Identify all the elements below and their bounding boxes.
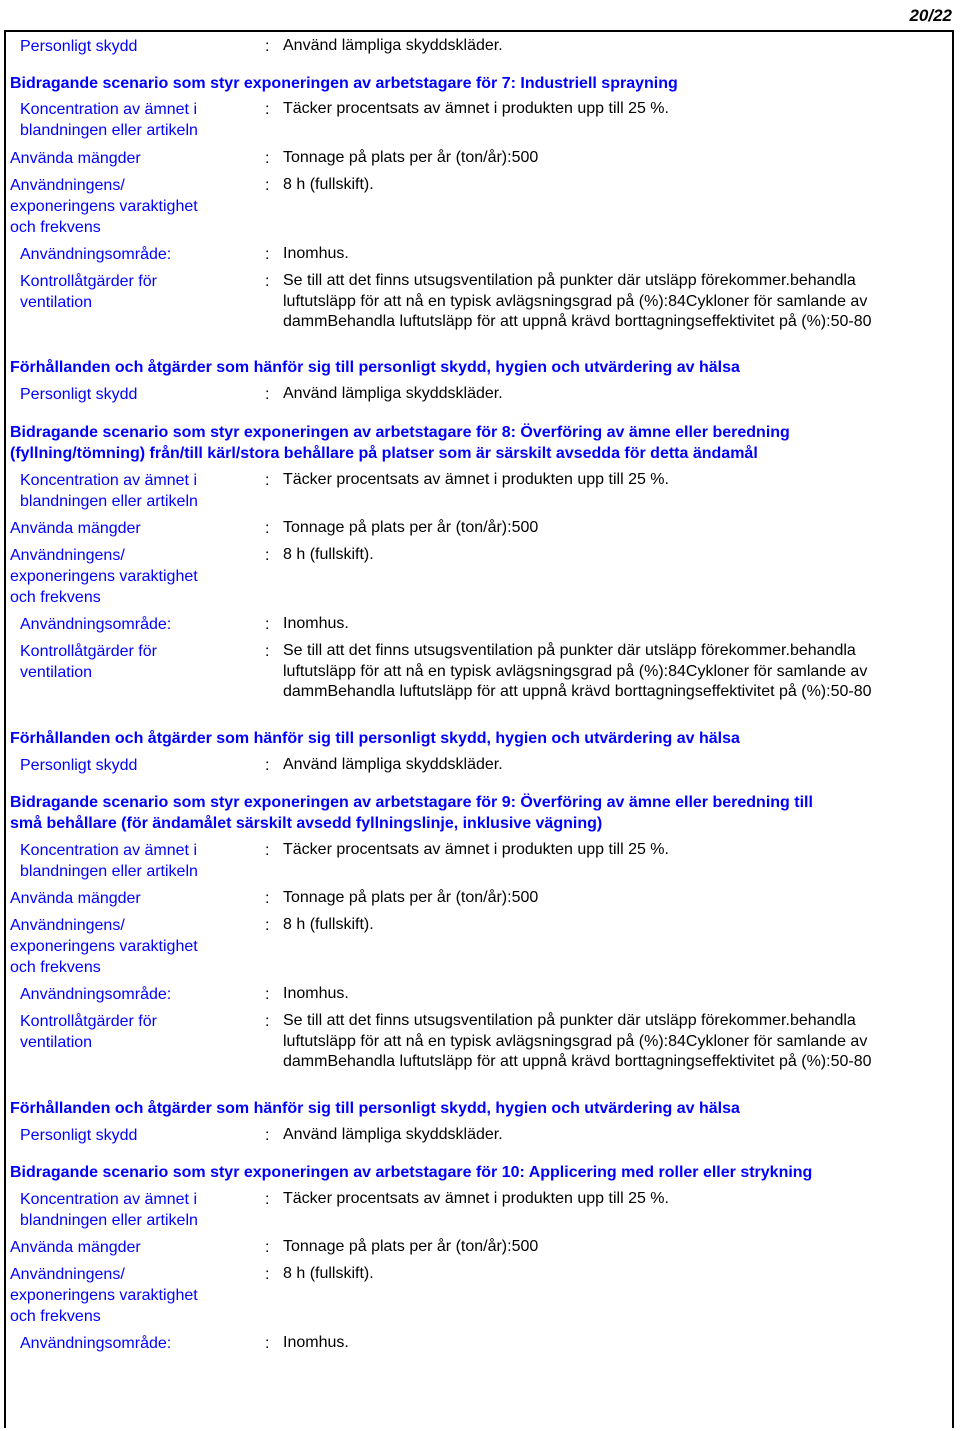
scenario-10-duration-label: exponeringens varaktighet bbox=[10, 1287, 198, 1304]
top-personligt-skydd-label: Personligt skydd bbox=[20, 38, 138, 55]
scenario-9-amounts-colon: : bbox=[265, 890, 270, 907]
scenario-7-amounts-label: Använda mängder bbox=[10, 150, 141, 167]
scenario-8-concentration-value: Täcker procentsats av ämnet i produkten upp till 25 %. bbox=[283, 471, 669, 488]
scenario-9-conditions-heading: Förhållanden och åtgärder som hänför sig till personligt skydd, hygien och utvärdering av hälsa bbox=[10, 1100, 740, 1117]
scenario-7-ventilation-label: Kontrollåtgärder för bbox=[20, 273, 157, 290]
scenario-7-area-label: Användningsområde: bbox=[20, 246, 172, 263]
scenario-10-duration-value: 8 h (fullskift). bbox=[283, 1265, 374, 1282]
scenario-7-conditions-heading: Förhållanden och åtgärder som hänför sig till personligt skydd, hygien och utvärdering av hälsa bbox=[10, 359, 740, 376]
scenario-8-ventilation-label: Kontrollåtgärder för bbox=[20, 643, 157, 660]
scenario-8-title: (fyllning/tömning) från/till kärl/stora behållare på platser som är särskilt avsedda för detta ändamål bbox=[10, 445, 758, 462]
scenario-8-amounts-label: Använda mängder bbox=[10, 520, 141, 537]
scenario-7-duration-colon: : bbox=[265, 177, 270, 194]
scenario-9-ventilation-value: luftutsläpp för att nå en typisk avlägsningsgrad på (%):84Cykloner för samlande av bbox=[283, 1032, 868, 1050]
scenario-8-ventilation-colon: : bbox=[265, 643, 270, 660]
scenario-9-duration-value: 8 h (fullskift). bbox=[283, 916, 374, 933]
scenario-8-amounts-colon: : bbox=[265, 520, 270, 537]
scenario-7-ppe-label: Personligt skydd bbox=[20, 386, 138, 403]
scenario-9-concentration-label: Koncentration av ämnet i bbox=[20, 842, 197, 859]
scenario-8-ppe-value: Använd lämpliga skyddskläder. bbox=[283, 756, 503, 773]
top-personligt-skydd-colon: : bbox=[265, 38, 270, 55]
scenario-7-concentration-colon: : bbox=[265, 101, 270, 118]
scenario-8-concentration-colon: : bbox=[265, 472, 270, 489]
page-number: 20/22 bbox=[909, 6, 952, 25]
scenario-8-ventilation-value: dammBehandla luftutsläpp för att uppnå krävd borttagningseffektivitet på (%):50-80 bbox=[283, 683, 872, 700]
top-personligt-skydd-value: Använd lämpliga skyddskläder. bbox=[283, 37, 503, 54]
scenario-10-area-label: Användningsområde: bbox=[20, 1335, 172, 1352]
scenario-9-ventilation-label: Kontrollåtgärder för bbox=[20, 1013, 157, 1030]
scenario-7-concentration-label: Koncentration av ämnet i bbox=[20, 101, 197, 118]
scenario-8-duration-label: Användningens/ bbox=[10, 547, 125, 564]
scenario-8-ppe-label: Personligt skydd bbox=[20, 757, 138, 774]
scenario-9-duration-label: exponeringens varaktighet bbox=[10, 938, 198, 955]
scenario-10-concentration-label: blandningen eller artikeln bbox=[20, 1212, 198, 1229]
scenario-9-ppe-colon: : bbox=[265, 1127, 270, 1144]
scenario-9-area-colon: : bbox=[265, 986, 270, 1003]
scenario-9-duration-label: Användningens/ bbox=[10, 917, 125, 934]
scenario-9-title: små behållare (för ändamålet särskilt avsedd fyllningslinje, inklusive vägning) bbox=[10, 815, 603, 832]
scenario-8-ppe-colon: : bbox=[265, 757, 270, 774]
scenario-7-ventilation-value: dammBehandla luftutsläpp för att uppnå krävd borttagningseffektivitet på (%):50-80 bbox=[283, 313, 872, 330]
scenario-7-area-value: Inomhus. bbox=[283, 245, 349, 262]
scenario-9-title: Bidragande scenario som styr exponeringen av arbetstagare för 9: Överföring av ämne eller beredning till bbox=[10, 794, 813, 811]
scenario-9-ppe-value: Använd lämpliga skyddskläder. bbox=[283, 1126, 503, 1143]
scenario-7-duration-value: 8 h (fullskift). bbox=[283, 176, 374, 193]
scenario-9-area-label: Användningsområde: bbox=[20, 986, 172, 1003]
scenario-10-concentration-label: Koncentration av ämnet i bbox=[20, 1191, 197, 1208]
scenario-10-concentration-value: Täcker procentsats av ämnet i produkten upp till 25 %. bbox=[283, 1190, 669, 1207]
scenario-7-ppe-value: Använd lämpliga skyddskläder. bbox=[283, 385, 503, 402]
scenario-7-duration-label: och frekvens bbox=[10, 219, 101, 236]
scenario-10-amounts-colon: : bbox=[265, 1239, 270, 1256]
scenario-9-concentration-colon: : bbox=[265, 842, 270, 859]
scenario-8-duration-label: och frekvens bbox=[10, 589, 101, 606]
scenario-7-title: Bidragande scenario som styr exponeringen av arbetstagare för 7: Industriell sprayning bbox=[10, 75, 678, 92]
scenario-10-area-value: Inomhus. bbox=[283, 1334, 349, 1351]
scenario-8-duration-colon: : bbox=[265, 547, 270, 564]
scenario-9-concentration-label: blandningen eller artikeln bbox=[20, 863, 198, 880]
scenario-7-duration-label: Användningens/ bbox=[10, 177, 125, 194]
scenario-7-concentration-label: blandningen eller artikeln bbox=[20, 122, 198, 139]
scenario-9-ventilation-label: ventilation bbox=[20, 1034, 93, 1051]
scenario-9-ventilation-value: dammBehandla luftutsläpp för att uppnå krävd borttagningseffektivitet på (%):50-80 bbox=[283, 1053, 872, 1070]
scenario-8-duration-value: 8 h (fullskift). bbox=[283, 546, 374, 563]
scenario-10-amounts-value: Tonnage på plats per år (ton/år):500 bbox=[283, 1238, 539, 1255]
scenario-9-duration-colon: : bbox=[265, 917, 270, 934]
scenario-8-area-colon: : bbox=[265, 616, 270, 633]
scenario-9-amounts-label: Använda mängder bbox=[10, 890, 141, 907]
scenario-8-concentration-label: Koncentration av ämnet i bbox=[20, 472, 197, 489]
scenario-10-duration-label: och frekvens bbox=[10, 1308, 101, 1325]
scenario-7-ventilation-value: luftutsläpp för att nå en typisk avlägsningsgrad på (%):84Cykloner för samlande av bbox=[283, 292, 868, 310]
scenario-8-ventilation-label: ventilation bbox=[20, 664, 93, 681]
scenario-9-duration-label: och frekvens bbox=[10, 959, 101, 976]
scenario-7-ventilation-value: Se till att det finns utsugsventilation på punkter där utsläpp förekommer.behandla bbox=[283, 272, 856, 289]
scenario-7-duration-label: exponeringens varaktighet bbox=[10, 198, 198, 215]
scenario-10-concentration-colon: : bbox=[265, 1191, 270, 1208]
scenario-8-area-label: Användningsområde: bbox=[20, 616, 172, 633]
scenario-9-concentration-value: Täcker procentsats av ämnet i produkten upp till 25 %. bbox=[283, 841, 669, 858]
scenario-7-ventilation-colon: : bbox=[265, 273, 270, 290]
scenario-10-amounts-label: Använda mängder bbox=[10, 1239, 141, 1256]
scenario-8-duration-label: exponeringens varaktighet bbox=[10, 568, 198, 585]
scenario-7-ppe-colon: : bbox=[265, 386, 270, 403]
scenario-7-amounts-colon: : bbox=[265, 150, 270, 167]
scenario-10-area-colon: : bbox=[265, 1335, 270, 1352]
scenario-7-ventilation-label: ventilation bbox=[20, 294, 93, 311]
scenario-9-ventilation-value: Se till att det finns utsugsventilation på punkter där utsläpp förekommer.behandla bbox=[283, 1012, 856, 1029]
scenario-8-ventilation-value: luftutsläpp för att nå en typisk avlägsningsgrad på (%):84Cykloner för samlande av bbox=[283, 662, 868, 680]
scenario-7-amounts-value: Tonnage på plats per år (ton/år):500 bbox=[283, 149, 539, 166]
scenario-9-ventilation-colon: : bbox=[265, 1013, 270, 1030]
scenario-8-concentration-label: blandningen eller artikeln bbox=[20, 493, 198, 510]
scenario-10-duration-colon: : bbox=[265, 1266, 270, 1283]
scenario-8-title: Bidragande scenario som styr exponeringen av arbetstagare för 8: Överföring av ämne eller beredning bbox=[10, 424, 790, 441]
scenario-10-duration-label: Användningens/ bbox=[10, 1266, 125, 1283]
scenario-9-amounts-value: Tonnage på plats per år (ton/år):500 bbox=[283, 889, 539, 906]
scenario-8-conditions-heading: Förhållanden och åtgärder som hänför sig till personligt skydd, hygien och utvärdering av hälsa bbox=[10, 730, 740, 747]
scenario-10-title: Bidragande scenario som styr exponeringen av arbetstagare för 10: Applicering med roller eller strykning bbox=[10, 1164, 813, 1181]
scenario-8-ventilation-value: Se till att det finns utsugsventilation på punkter där utsläpp förekommer.behandla bbox=[283, 642, 856, 659]
scenario-9-ppe-label: Personligt skydd bbox=[20, 1127, 138, 1144]
scenario-8-area-value: Inomhus. bbox=[283, 615, 349, 632]
scenario-9-area-value: Inomhus. bbox=[283, 985, 349, 1002]
scenario-7-concentration-value: Täcker procentsats av ämnet i produkten upp till 25 %. bbox=[283, 100, 669, 117]
scenario-7-area-colon: : bbox=[265, 246, 270, 263]
scenario-8-amounts-value: Tonnage på plats per år (ton/år):500 bbox=[283, 519, 539, 536]
